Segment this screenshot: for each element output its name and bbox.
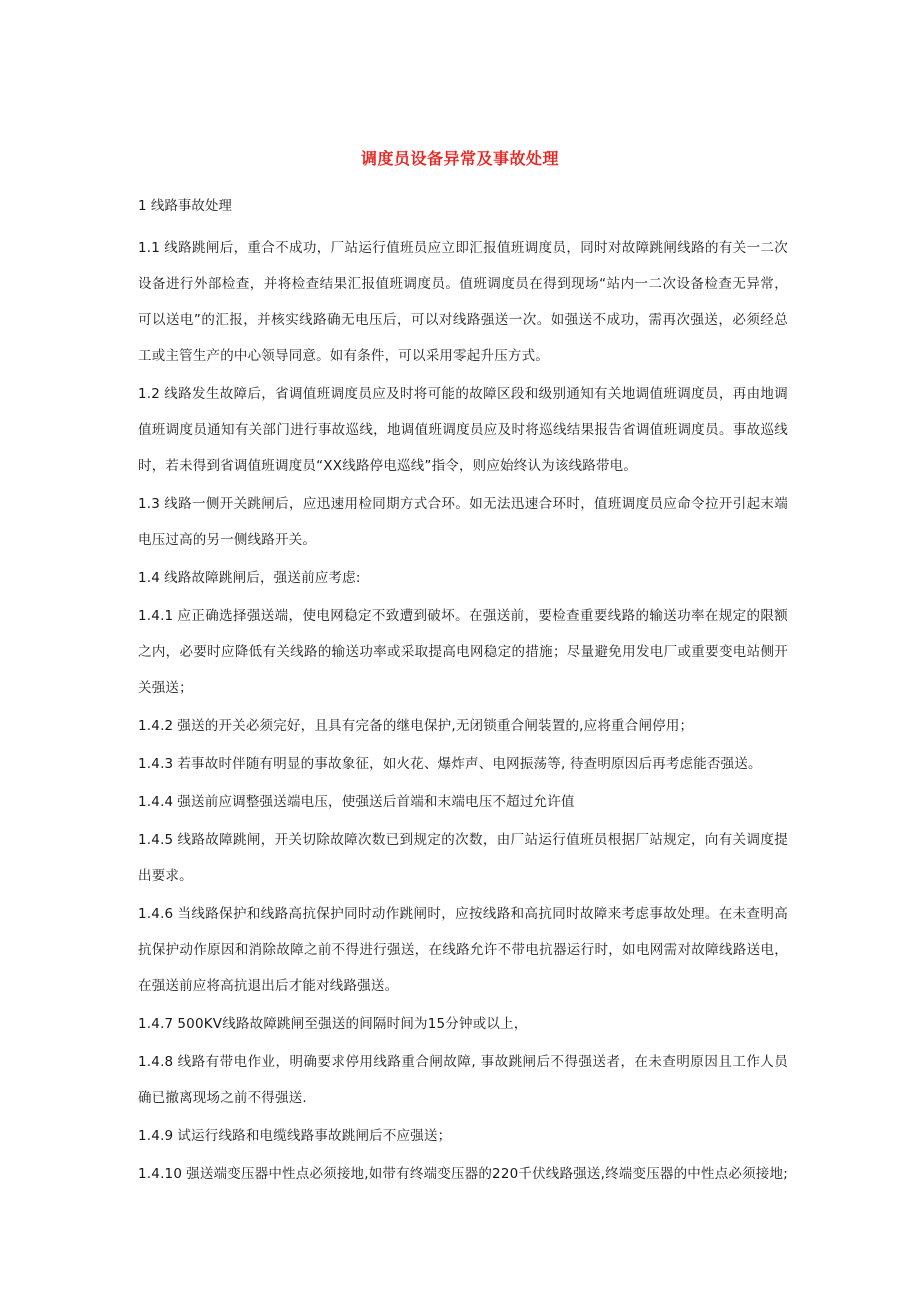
paragraph-number: 1.4.10 — [138, 1166, 183, 1182]
paragraph-text: 线路有带电作业，明确要求停用线路重合闸故障, 事故跳闸后不得强送者，在未查明原因且工作人员确已撤离现场之前不得强送. — [138, 1054, 788, 1106]
paragraph-1-4-7 — [138, 1006, 788, 1042]
paragraph-text: 线路故障跳闸后，强送前应考虑: — [164, 570, 361, 586]
paragraph-text: 500KV线路故障跳闸至强送的间隔时间为15分钟或以上， — [177, 1016, 528, 1032]
paragraph-1-4-9 — [138, 1118, 788, 1154]
paragraph-number: 1.4.5 — [138, 832, 174, 848]
paragraph-number: 1.4.9 — [138, 1128, 174, 1144]
paragraph-text: 当线路保护和线路高抗保护同时动作跳闸时，应按线路和高抗同时故障来考虑事故处理。在未查明高抗保护动作原因和消除故障之前不得进行强送，在线路允许不带电抗器运行时，如电网需对故障线路送电，在强送前应将高抗退出后才能对线路强送。 — [138, 906, 788, 994]
paragraph-1-4-1 — [138, 598, 788, 706]
paragraph-1-4-4 — [138, 784, 788, 820]
paragraph-text: 线路跳闸后，重合不成功，厂站运行值班员应立即汇报值班调度员，同时对故障跳闸线路的有关一二次设备进行外部检查，并将检查结果汇报值班调度员。值班调度员在得到现场“站内一二次设备检查无异常，可以送电”的汇报，并核实线路确无电压后，可以对线路强送一次。如强送不成功，需再次强送，必须经总工或主管生产的中心领导同意。如有条件，可以采用零起升压方式。 — [138, 240, 788, 364]
paragraph-text: 强送端变压器中性点必须接地,如带有终端变压器的220千伏线路强送,终端变压器的中性点必须接地; — [186, 1166, 788, 1182]
paragraph-text: 线路一侧开关跳闸后，应迅速用检同期方式合环。如无法迅速合环时，值班调度员应命令拉开引起末端电压过高的另一侧线路开关。 — [138, 496, 788, 548]
section-heading: 1 线路事故处理 — [138, 198, 232, 214]
paragraph-number: 1.4.1 — [138, 608, 174, 624]
paragraph-number: 1.4.8 — [138, 1054, 174, 1070]
paragraph-text: 线路发生故障后，省调值班调度员应及时将可能的故障区段和级别通知有关地调值班调度员，再由地调值班调度员通知有关部门进行事故巡线，地调值班调度员应及时将巡线结果报告省调值班调度员。事故巡线时，若未得到省调值班调度员“XX线路停电巡线”指令，则应始终认为该线路带电。 — [138, 386, 788, 474]
paragraph-text: 试运行线路和电缆线路事故跳闸后不应强送； — [177, 1128, 452, 1144]
paragraph-text: 应正确选择强送端，使电网稳定不致遭到破坏。在强送前，要检查重要线路的输送功率在规定的限额之内，必要时应降低有关线路的输送功率或采取提高电网稳定的措施；尽量避免用发电厂或重要变电站侧开关强送； — [138, 608, 788, 696]
paragraph-number: 1.3 — [138, 496, 161, 512]
paragraph-number: 1.4.2 — [138, 718, 174, 734]
paragraph-1-3 — [138, 486, 788, 558]
paragraph-1-4-8 — [138, 1044, 788, 1116]
paragraph-1-4-5 — [138, 822, 788, 894]
paragraph-number: 1.1 — [138, 240, 161, 256]
paragraph-number: 1.4.6 — [138, 906, 174, 922]
paragraph-number: 1.4.7 — [138, 1016, 174, 1032]
paragraph-number: 1.4.4 — [138, 794, 174, 810]
paragraph-number: 1.2 — [138, 386, 161, 402]
paragraph-text: 线路故障跳闸，开关切除故障次数已到规定的次数，由厂站运行值班员根据厂站规定，向有关调度提出要求。 — [138, 832, 788, 884]
paragraph-1-4-6 — [138, 896, 788, 1004]
paragraph-text: 若事故时伴随有明显的事故象征，如火花、爆炸声、电网振荡等, 待查明原因后再考虑能否强送。 — [177, 756, 762, 772]
paragraph-text: 强送的开关必须完好，且具有完备的继电保护,无闭锁重合闸装置的,应将重合闸停用； — [177, 718, 694, 734]
paragraph-1-4 — [138, 560, 788, 596]
document-title: 调度员设备异常及事故处理 — [360, 149, 559, 168]
paragraph-1-4-10 — [138, 1156, 788, 1192]
paragraph-text: 强送前应调整强送端电压，使强送后首端和末端电压不超过允许值 — [177, 794, 575, 810]
paragraph-1-4-3 — [138, 746, 788, 782]
document-body — [138, 194, 788, 1194]
paragraph-1-1 — [138, 230, 788, 374]
paragraph-number: 1.4.3 — [138, 756, 174, 772]
paragraph-number: 1.4 — [138, 570, 161, 586]
paragraph-1-4-2 — [138, 708, 788, 744]
paragraph-1-2 — [138, 376, 788, 484]
